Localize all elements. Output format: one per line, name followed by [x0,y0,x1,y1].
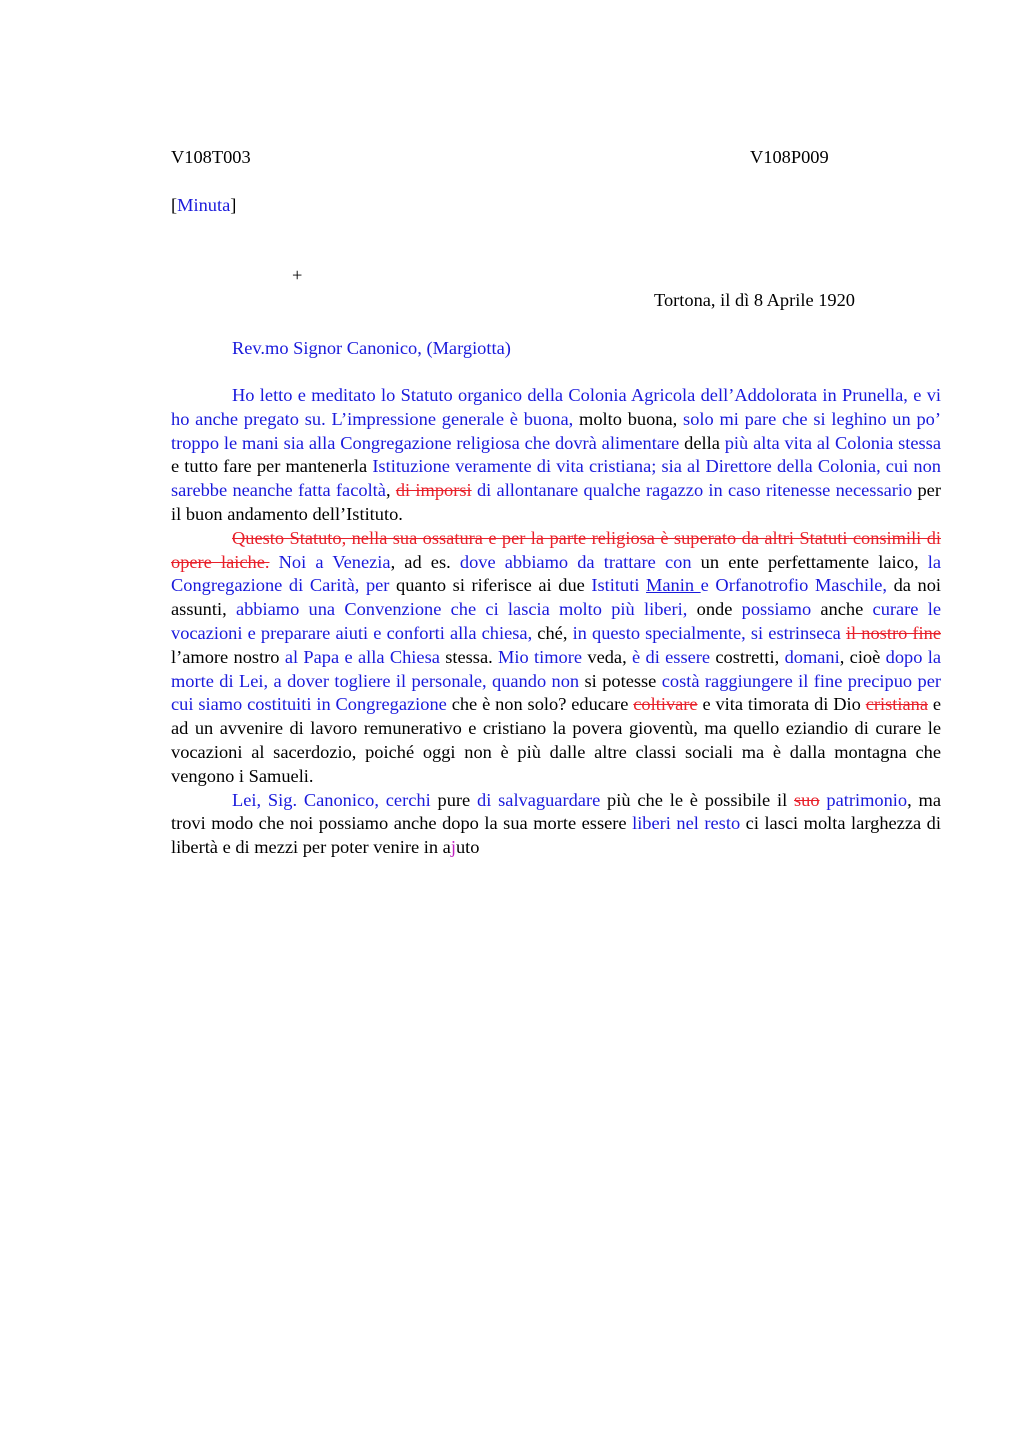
inserted-text: dove abbiamo da trattare con [459,551,692,572]
inserted-text: in questo specialmente, si estrinseca [572,622,841,643]
text-segment: veda, [582,646,633,667]
paragraph-2 [171,527,941,789]
reference-code-right: V108P009 [750,147,829,167]
deleted-text: cristiana [865,694,928,715]
bracket-close: ] [230,195,237,215]
text-segment: , ad es. [390,551,460,572]
text-segment: più che le è possibile il [600,789,795,810]
deleted-text: coltivare [633,694,698,715]
letter-body [171,384,941,860]
inserted-text: domani [784,646,840,667]
deleted-text: il nostro fine [845,622,941,643]
inserted-text: costà raggiungere il fine precipuo per cui siamo costituiti in Congregazione [171,670,941,715]
text-segment: , [385,480,396,501]
inserted-text: e Orfanotrofio Maschile, [700,575,887,596]
text-segment: , ma trovi modo che noi possiamo anche dopo la sua morte essere [171,789,941,834]
draft-word: Minuta [177,195,231,215]
text-segment: quanto si riferisce ai due [389,575,592,596]
inserted-text: Istituzione veramente di vita cristiana; sia al Direttore della Colonia, cui non sarebbe neanche fatta facoltà [171,456,941,501]
text-segment: che è non solo? educare [446,694,634,715]
text-segment: uto [455,837,480,858]
text-segment: stessa. [439,646,499,667]
text-segment: pure [430,789,477,810]
text-segment: un ente perfettamente laico, [691,551,928,572]
inserted-text: più alta vita al Colonia stessa [724,432,941,453]
salutation: Rev.mo Signor Canonico, (Margiotta) [232,338,511,358]
deleted-text: suo [794,789,820,810]
inserted-text: di allontanare qualche ragazzo in caso ritenesse necessario [476,480,913,501]
text-segment [270,552,279,572]
text-segment: costretti, [710,646,785,667]
inserted-text: Lei, Sig. Canonico, cerchi [232,789,431,810]
inserted-text: Ho letto e meditato lo Statuto organico della Colonia Agricola dell’Addolorata in Prunella, e vi ho anche pregato su. L’impressione generale è buona, [171,385,941,429]
text-segment: l’amore nostro [171,646,285,667]
inserted-text: la Congregazione di Carità, per [171,551,941,596]
reference-code-left: V108T003 [171,147,251,167]
inserted-text: solo mi pare che si leghino un po’ troppo le mani sia alla Congregazione religiosa che dovrà alimentare [171,408,941,453]
deleted-text: Questo Statuto, nella sua ossatura e per la parte religiosa è superato da altri Statuti consimili di opere laiche. [171,527,941,572]
bracket-open: [ [171,195,178,215]
paragraph-1 [171,384,941,527]
inserted-text: possiamo [741,599,812,620]
corrected-letter: j [450,837,456,858]
inserted-text: curare le vocazioni e preparare aiuti e conforti alla chiesa, [171,599,941,643]
text-segment: , cioè [839,646,886,667]
inserted-text: al Papa e alla Chiesa [284,646,440,667]
draft-label [171,195,236,216]
text-segment: e vita timorata di Dio [697,694,866,715]
place-date: Tortona, il dì 8 Aprile 1920 [654,290,855,310]
inserted-text: Noi a Venezia [278,551,391,572]
text-segment: da noi assunti, [171,575,942,620]
inserted-text: di salvaguardare [477,789,601,810]
text-segment: anche [811,599,873,620]
inserted-text: dopo la morte di Lei, a dover togliere il personale, quando non [171,646,942,691]
text-segment: molto buona, [573,408,684,429]
paragraph-3 [171,789,941,860]
cross-mark: + [292,265,303,285]
underlined-text: Manin [646,575,701,596]
text-segment: per il buon andamento dell’Istituto. [171,480,941,524]
deleted-text: di imporsi [395,480,472,501]
text-segment: della [679,432,725,453]
inserted-text: è di essere [632,646,711,667]
text-segment: e tutto fare per mantenerla [171,456,373,477]
inserted-text: Mio timore [498,646,583,667]
inserted-text: Istituti [591,575,647,596]
text-segment: si potesse [579,670,662,691]
inserted-text: patrimonio [826,789,908,810]
text-segment: ché, [532,622,573,643]
inserted-text: abbiamo una Convenzione che ci lascia molto più liberi, [235,599,688,620]
text-segment: onde [687,599,742,620]
inserted-text: liberi nel resto [632,813,741,834]
text-segment: e ad un avvenire di lavoro remunerativo e cristiano la povera gioventù, ma quello eziandio di curare le vocazioni al sacerdozio, poiché oggi non è più dalle altre classi sociali ma è dalla montagna che vengono i Samueli. [171,694,942,786]
text-segment: ci lasci molta larghezza di libertà e di mezzi per poter venire in a [171,813,941,858]
